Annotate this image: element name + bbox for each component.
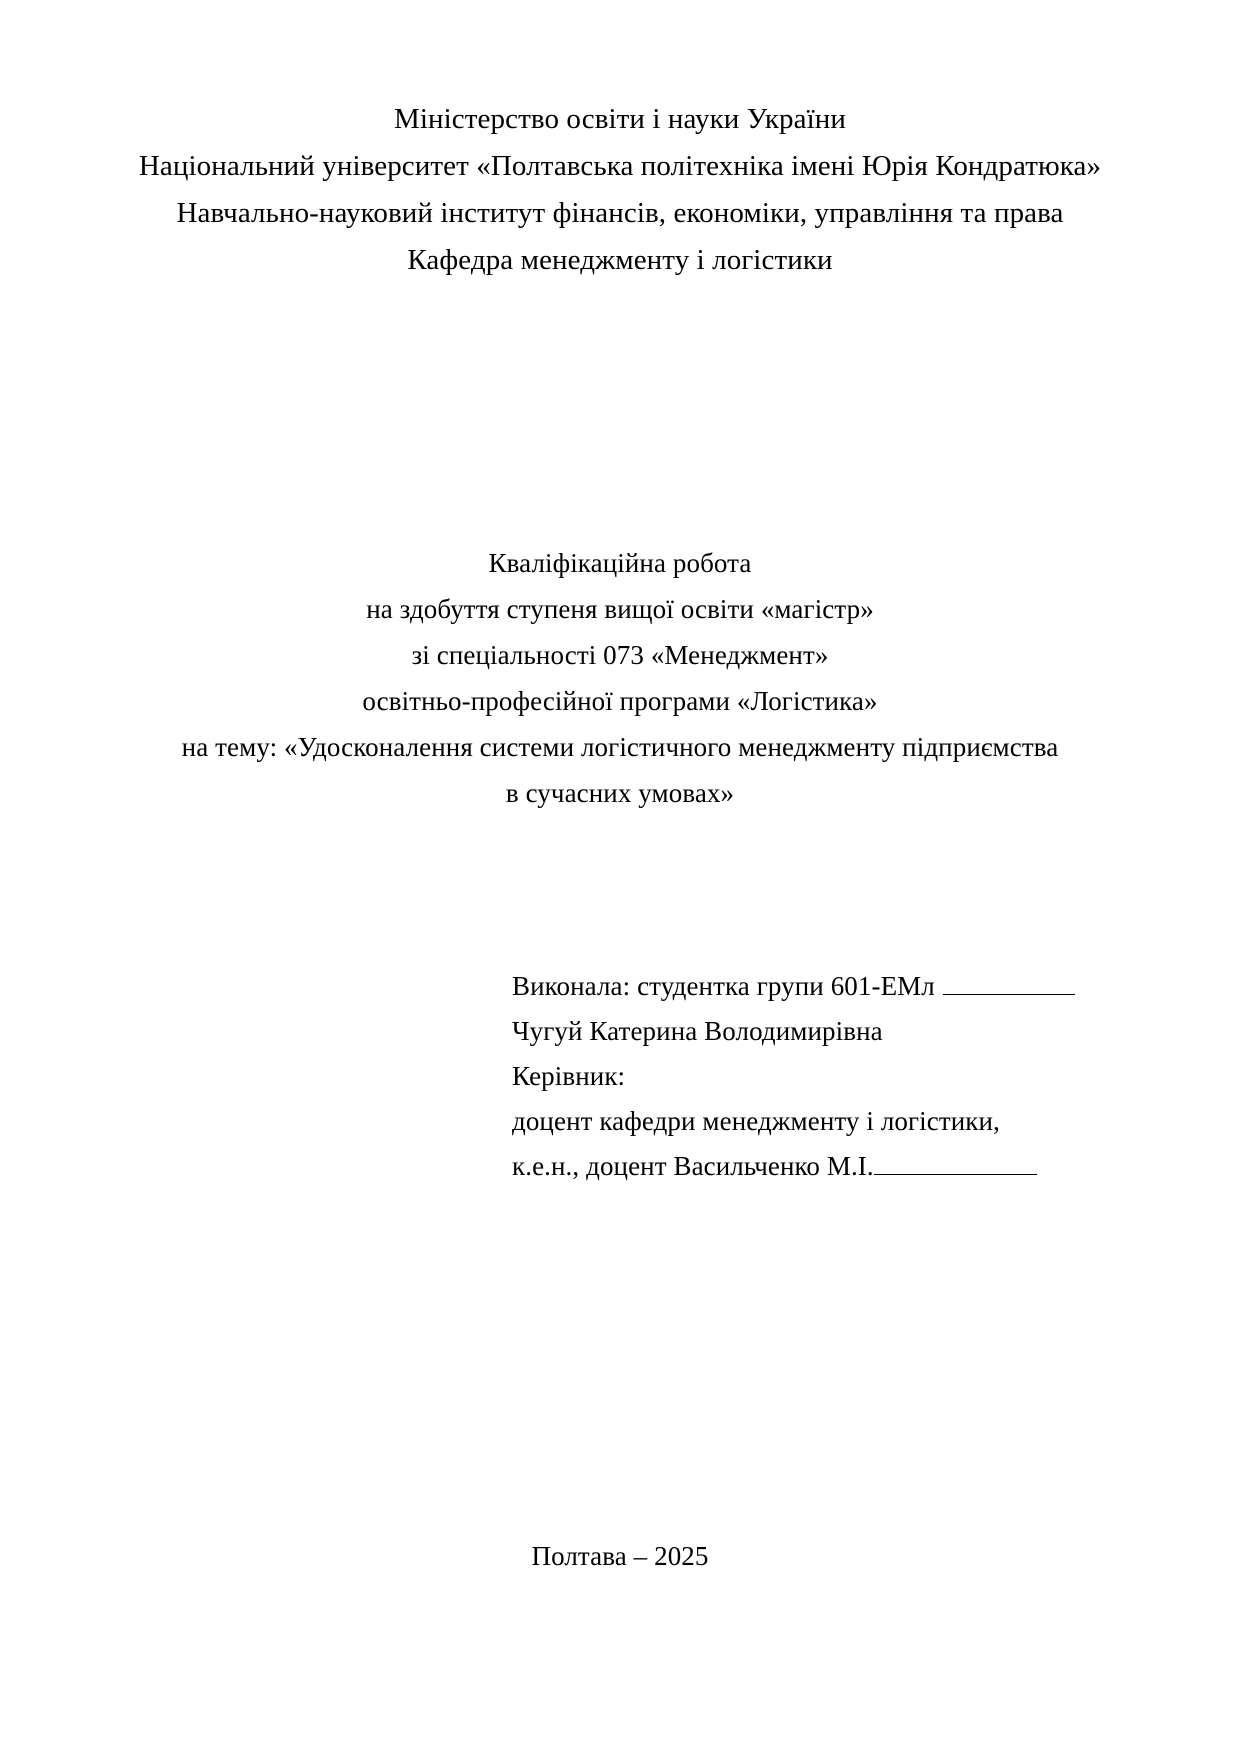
specialty-line: зі спеціальності 073 «Менеджмент»	[411, 640, 829, 670]
student-group-line	[512, 964, 1120, 1009]
institution-header	[120, 96, 1120, 284]
ministry-line: Міністерство освіти і науки України	[393, 103, 847, 135]
supervisor-name-line	[512, 1144, 1120, 1189]
student-group-label: Виконала: студентка групи 601-ЕМл	[512, 971, 935, 1001]
program-line: освітньо-професійної програми «Логістика»	[362, 686, 878, 716]
page-footer	[0, 1536, 1240, 1576]
university-line: Національний університет «Полтавська політехніка імені Юрія Кондратюка»	[138, 150, 1102, 182]
student-signature-rule	[943, 972, 1075, 995]
institute-line: Навчально-науковий інститут фінансів, економіки, управління та права	[176, 197, 1064, 229]
supervisor-name: к.е.н., доцент Васильченко М.І.	[512, 1151, 874, 1181]
place-year: Полтава – 2025	[531, 1541, 709, 1571]
author-supervisor-block	[120, 964, 1120, 1189]
department-line: Кафедра менеджменту і логістики	[407, 244, 833, 276]
supervisor-label: Керівник:	[512, 1061, 626, 1091]
degree-line: на здобуття ступеня вищої освіти «магістр»	[366, 594, 874, 624]
supervisor-position: доцент кафедри менеджменту і логістики,	[512, 1106, 1000, 1136]
student-name: Чугуй Катерина Володимирівна	[512, 1016, 883, 1046]
work-type-line: Кваліфікаційна робота	[488, 548, 752, 578]
qualification-work-block	[120, 540, 1120, 816]
thesis-topic-line-1: на тему: «Удосконалення системи логістичного менеджменту підприємства	[181, 732, 1059, 762]
thesis-topic-line-2: в сучасних умовах»	[505, 778, 735, 808]
supervisor-signature-rule	[874, 1152, 1037, 1175]
